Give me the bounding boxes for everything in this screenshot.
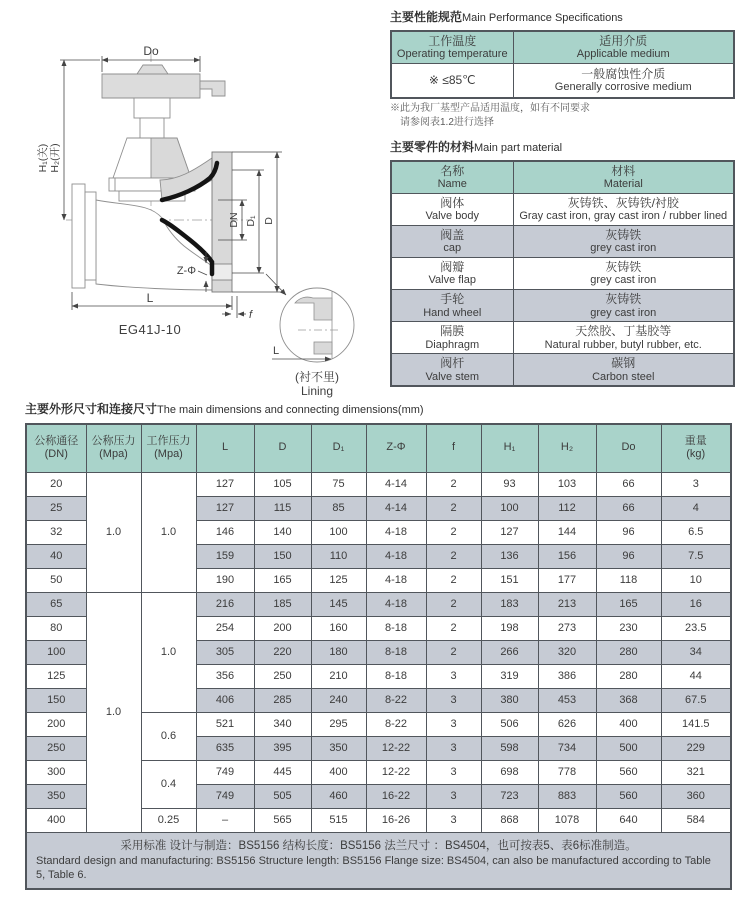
dimension-cell: 230 [596,616,661,640]
dims-footer-row [26,832,731,889]
material-row [391,226,734,258]
dim-d-label: D [263,217,275,225]
dimension-cell: 698 [481,760,538,784]
dimension-cell: 16-22 [366,784,426,808]
dimension-cell: 319 [481,664,538,688]
dimension-cell: 400 [596,712,661,736]
footnote-line2: 请参阅表1.2进行选择 [400,116,494,128]
dimension-cell: 93 [481,472,538,496]
performance-title [390,8,738,25]
dimension-cell: 240 [311,688,366,712]
lining-caption-en: Lining [300,384,334,398]
material-name-cell: 手轮 Hand wheel [391,290,513,322]
dimension-cell: 4-18 [366,592,426,616]
pressure-merged-cell: 0.6 [141,712,196,760]
dimensions-title-en: The main dimensions and connecting dimensions(mm) [157,404,424,416]
dimension-cell: 100 [26,640,86,664]
material-header-name: 名称 Name [391,161,513,194]
pressure-merged-cell: 1.0 [86,472,141,592]
dims-header-cell: 工作压力 (Mpa) [141,424,196,472]
material-name-cell: 阀盖 cap [391,226,513,258]
dims-header-cell: Do [596,424,661,472]
dimension-cell: 4-18 [366,520,426,544]
material-row [391,354,734,387]
performance-title-cn: 主要性能规范 [390,10,463,24]
dimension-cell: 749 [196,784,254,808]
dimension-cell: 3 [426,760,481,784]
dimension-cell: 12-22 [366,760,426,784]
performance-footnote [390,102,738,129]
dimension-cell: 380 [481,688,538,712]
dims-footer-cell [26,832,731,889]
dimension-cell: 280 [596,640,661,664]
dims-header-cell: 重量 (kg) [661,424,731,472]
dimension-cell: 96 [596,544,661,568]
dimension-cell: 560 [596,784,661,808]
dimension-cell: 386 [538,664,596,688]
dimension-cell: 151 [481,568,538,592]
valve-drawing-svg [10,8,385,400]
dimension-cell: 2 [426,616,481,640]
dimension-cell: 883 [538,784,596,808]
dimension-cell: 3 [661,472,731,496]
dimension-cell: 280 [596,664,661,688]
dim-f [222,296,246,318]
dimension-cell: 125 [311,568,366,592]
dimension-cell: 66 [596,472,661,496]
dims-header-cell: f [426,424,481,472]
dimension-cell: 40 [26,544,86,568]
dimension-cell: 165 [254,568,311,592]
dim-zphi-label: Z-Φ [176,265,196,277]
dimension-cell: 560 [596,760,661,784]
material-row [391,194,734,226]
dimension-cell: 118 [596,568,661,592]
dimension-cell: 6.5 [661,520,731,544]
dimension-cell: 2 [426,472,481,496]
dimension-cell: 16 [661,592,731,616]
dimension-cell: 506 [481,712,538,736]
material-value-cell: 天然胶、丁基胶等 Natural rubber, butyl rubber, etc. [513,322,734,354]
dimension-cell: 150 [26,688,86,712]
dimension-cell: 8-18 [366,640,426,664]
dimension-cell: 127 [481,520,538,544]
yoke [134,98,170,138]
dimension-cell: 16-26 [366,808,426,832]
dimension-cell: 3 [426,784,481,808]
performance-value-row [391,64,734,99]
material-title-cn: 主要零件的材料 [390,140,475,154]
dims-footer-cn: 采用标准 设计与制造：BS5156 结构长度：BS5156 法兰尺寸 ：BS4504，也可按表5、表6标准制造。 [120,839,637,852]
dimension-cell: 105 [254,472,311,496]
dimension-cell: 515 [311,808,366,832]
dims-header-cell: L [196,424,254,472]
lining-detail [272,288,354,362]
lining-caption-cn: (衬不里) [295,370,339,384]
dimension-cell: 190 [196,568,254,592]
dim-l-label: L [146,291,154,305]
dimension-cell: 273 [538,616,596,640]
dimension-cell: 2 [426,520,481,544]
dimension-cell: 8-22 [366,688,426,712]
pressure-merged-cell: 1.0 [141,472,196,592]
dimension-cell: 305 [196,640,254,664]
dimension-cell: 200 [254,616,311,640]
dimension-cell: 156 [538,544,596,568]
dimension-cell: 266 [481,640,538,664]
dims-header-cell: D [254,424,311,472]
dimension-cell: 3 [426,664,481,688]
material-name-cell: 阀杆 Valve stem [391,354,513,387]
dimension-cell: 2 [426,544,481,568]
dimension-cell: 584 [661,808,731,832]
dimension-cell: 368 [596,688,661,712]
dimension-cell: 198 [481,616,538,640]
dims-header-row [26,424,731,472]
bolt-hole [212,264,232,280]
dimension-cell: 321 [661,760,731,784]
dimension-cell: 395 [254,736,311,760]
material-name-cell: 阀体 Valve body [391,194,513,226]
material-value-cell: 碳钢 Carbon steel [513,354,734,387]
material-row [391,290,734,322]
performance-title-en: Main Performance Specifications [462,12,623,24]
dimensions-row [26,592,731,616]
dimension-cell: 20 [26,472,86,496]
dimension-cell: 200 [26,712,86,736]
dimension-cell: 3 [426,808,481,832]
dimension-cell: 2 [426,496,481,520]
dimension-cell: 445 [254,760,311,784]
performance-header-medium: 适用介质 Applicable medium [513,31,734,64]
dimension-cell: 521 [196,712,254,736]
dims-header-cell: 公称压力 (Mpa) [86,424,141,472]
dimension-cell: 340 [254,712,311,736]
dimensions-table [25,423,732,890]
performance-section [390,8,738,129]
dimension-cell: 635 [196,736,254,760]
dim-h2-label: H₂(开) [49,143,61,173]
dimension-cell: 146 [196,520,254,544]
dimension-cell: 3 [426,712,481,736]
dimension-cell: 25 [26,496,86,520]
dimension-cell: 110 [311,544,366,568]
dimension-cell: 136 [481,544,538,568]
pressure-merged-cell: 0.25 [141,808,196,832]
dimension-cell: 165 [596,592,661,616]
dimension-cell: 4-18 [366,568,426,592]
dimension-cell: 8-22 [366,712,426,736]
dimension-cell: 250 [254,664,311,688]
dimension-cell: 145 [311,592,366,616]
dims-header-cell: H₁ [481,424,538,472]
dimension-cell: 8-18 [366,616,426,640]
dimension-cell: 66 [596,496,661,520]
dimension-cell: 44 [661,664,731,688]
model-label: EG41J-10 [118,322,182,337]
dimension-cell: 460 [311,784,366,808]
dims-header-cell: H₂ [538,424,596,472]
pressure-merged-cell: 0.4 [141,760,196,808]
dims-footer-en: Standard design and manufacturing: BS5156 Structure length: BS5156 Flange size: BS4504, can also be manufactured according to Table 5, Table 6. [36,854,711,882]
dimension-cell: 103 [538,472,596,496]
material-value-cell: 灰铸铁 grey cast iron [513,226,734,258]
dimension-cell: 360 [661,784,731,808]
dimension-cell: 400 [311,760,366,784]
dimension-cell: 127 [196,496,254,520]
performance-medium-value: 一般腐蚀性介质 Generally corrosive medium [513,64,734,99]
material-table-body [391,194,734,387]
dim-do-label: Do [143,44,159,58]
dimension-cell: 8-18 [366,664,426,688]
material-header-material: 材料 Material [513,161,734,194]
dimension-cell: 868 [481,808,538,832]
dimension-cell: 320 [538,640,596,664]
dimensions-row [26,472,731,496]
dimension-cell: 4-14 [366,496,426,520]
dim-f-label: f [249,309,253,321]
material-value-cell: 灰铸铁、灰铸铁/衬胶 Gray cast iron, gray cast iron / rubber lined [513,194,734,226]
dimension-cell: 749 [196,760,254,784]
dims-header-cell: D₁ [311,424,366,472]
dimension-cell: 80 [26,616,86,640]
dimension-cell: 34 [661,640,731,664]
dims-header-cell: 公称通径 (DN) [26,424,86,472]
dimension-cell: 734 [538,736,596,760]
dimensions-section [25,400,730,890]
dim-h1-label: H₁(关) [37,143,49,173]
material-table [390,160,735,387]
dimension-cell: 127 [196,472,254,496]
dimension-cell: 285 [254,688,311,712]
detail-l-label: L [273,345,280,357]
dimension-cell: 216 [196,592,254,616]
dimensions-title [25,400,730,417]
performance-table [390,30,735,99]
pressure-merged-cell: 1.0 [141,592,196,712]
dimension-cell: 159 [196,544,254,568]
dimension-cell: 778 [538,760,596,784]
material-title-en: Main part material [474,142,563,154]
dimension-cell: 4-18 [366,544,426,568]
dimension-cell: 640 [596,808,661,832]
dimension-cell: 254 [196,616,254,640]
dimension-cell: 96 [596,520,661,544]
dimension-cell: 67.5 [661,688,731,712]
dimension-cell: 626 [538,712,596,736]
material-value-cell: 灰铸铁 grey cast iron [513,290,734,322]
dimension-cell: 295 [311,712,366,736]
material-row [391,258,734,290]
dimension-cell: 350 [26,784,86,808]
dim-d1-label: D₁ [245,215,257,227]
dimension-cell: 406 [196,688,254,712]
dimension-cell: 65 [26,592,86,616]
dimension-cell: 229 [661,736,731,760]
dimensions-title-cn: 主要外形尺寸和连接尺寸 [25,402,158,416]
dimension-cell: 12-22 [366,736,426,760]
dimension-cell: 300 [26,760,86,784]
left-flange [72,184,96,288]
pressure-merged-cell: 1.0 [86,592,141,832]
dimension-cell: 112 [538,496,596,520]
dimension-cell: 500 [596,736,661,760]
dimension-cell: 2 [426,568,481,592]
dim-dn-label: DN [228,212,240,228]
dimension-cell: 100 [481,496,538,520]
dimension-cell: 100 [311,520,366,544]
dimension-cell: 356 [196,664,254,688]
dimension-cell: 183 [481,592,538,616]
dimension-cell: 3 [426,688,481,712]
performance-temp-value: ※ ≤85℃ [391,64,513,99]
performance-header-row [391,31,734,64]
dimension-cell: 160 [311,616,366,640]
material-row [391,322,734,354]
material-header-row [391,161,734,194]
material-value-cell: 灰铸铁 grey cast iron [513,258,734,290]
dimension-cell: 85 [311,496,366,520]
dimension-cell: 185 [254,592,311,616]
dimension-cell: 125 [26,664,86,688]
dimension-cell: 75 [311,472,366,496]
dimension-cell: 115 [254,496,311,520]
dimension-cell: 10 [661,568,731,592]
valve-drawing [10,8,385,400]
dimension-cell: 144 [538,520,596,544]
material-name-cell: 阀瓣 Valve flap [391,258,513,290]
dimension-cell: 210 [311,664,366,688]
dimension-cell: 598 [481,736,538,760]
footnote-line1: ※此为我厂基型产品适用温度，如有不同要求 [390,103,590,115]
material-title [390,138,738,155]
dimension-cell: 180 [311,640,366,664]
dimensions-table-body [26,472,731,832]
dimension-cell: 4 [661,496,731,520]
dimension-cell: 4-14 [366,472,426,496]
dimension-cell: 1078 [538,808,596,832]
dimension-cell: 32 [26,520,86,544]
handwheel [102,65,225,98]
dimension-cell: 2 [426,592,481,616]
dimension-cell: – [196,808,254,832]
performance-header-temp: 工作温度 Operating temperature [391,31,513,64]
dimension-cell: 141.5 [661,712,731,736]
dimension-cell: 250 [26,736,86,760]
dimension-cell: 23.5 [661,616,731,640]
dimension-cell: 140 [254,520,311,544]
dimension-cell: 213 [538,592,596,616]
dimension-cell: 453 [538,688,596,712]
material-name-cell: 隔膜 Diaphragm [391,322,513,354]
dimension-cell: 150 [254,544,311,568]
dimension-cell: 505 [254,784,311,808]
dims-header-cell: Z-Φ [366,424,426,472]
dimension-cell: 723 [481,784,538,808]
dimension-cell: 177 [538,568,596,592]
dimension-cell: 7.5 [661,544,731,568]
dimension-cell: 565 [254,808,311,832]
dimension-cell: 400 [26,808,86,832]
dimension-cell: 220 [254,640,311,664]
dimension-cell: 3 [426,736,481,760]
dimension-cell: 50 [26,568,86,592]
material-section [390,138,738,387]
dimension-cell: 2 [426,640,481,664]
dimension-cell: 350 [311,736,366,760]
